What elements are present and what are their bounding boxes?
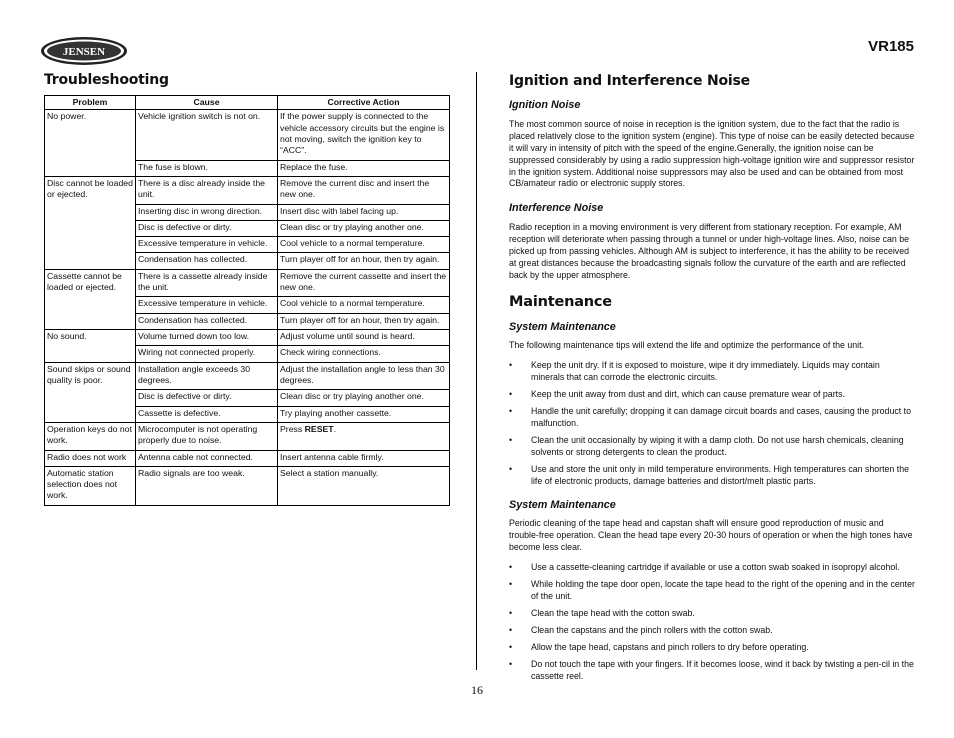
list-item-text: Clean the unit occasionally by wiping it with a damp cloth. Do not use harsh chemicals, cleaning solvents or strong detergents to clean the product. (531, 434, 904, 457)
list-item (509, 389, 915, 401)
tape-cleaning-list (509, 562, 915, 683)
cause-cell: Cassette is defective. (136, 406, 278, 422)
table-row (45, 269, 450, 297)
action-cell: Press RESET. (278, 422, 450, 450)
list-item (509, 464, 915, 488)
problem-cell: Disc cannot be loaded or ejected. (45, 176, 136, 269)
list-item (509, 562, 915, 574)
list-item (509, 625, 915, 637)
bullet-icon: • (509, 562, 513, 573)
action-cell: Try playing another cassette. (278, 406, 450, 422)
cause-cell: The fuse is blown. (136, 160, 278, 176)
list-item-text: Clean the capstans and the pinch rollers with the cotton swab. (531, 625, 773, 636)
action-cell: Select a station manually. (278, 466, 450, 505)
table-row (45, 422, 450, 450)
column-header: Cause (136, 96, 278, 110)
problem-cell: Automatic station selection does not work. (45, 466, 136, 505)
logo-text: JENSEN (62, 46, 106, 58)
table-row (45, 176, 450, 204)
problem-cell: No sound. (45, 330, 136, 363)
bullet-icon: • (509, 434, 513, 445)
table-row (45, 450, 450, 466)
list-item (509, 642, 915, 654)
cause-cell: Inserting disc in wrong direction. (136, 204, 278, 220)
system-maintenance-intro: The following maintenance tips will extend the life and optimize the performance of the unit. (509, 340, 865, 351)
list-item-text: Use and store the unit only in mild temperature environments. High temperatures can shorten the life of electronic products, damage batteries and distort/melt plastic parts. (531, 463, 909, 486)
maintenance-tips-list (509, 360, 915, 488)
column-header: Corrective Action (278, 96, 450, 110)
action-cell: Insert antenna cable firmly. (278, 450, 450, 466)
action-cell: Insert disc with label facing up. (278, 204, 450, 220)
list-item (509, 406, 915, 430)
cause-cell: Excessive temperature in vehicle. (136, 237, 278, 253)
jensen-logo (40, 36, 128, 66)
action-cell: Check wiring connections. (278, 346, 450, 362)
action-cell: Remove the current disc and insert the new one. (278, 176, 450, 204)
problem-cell: Radio does not work (45, 450, 136, 466)
reset-key-label: RESET (304, 423, 334, 434)
table-header-row (45, 96, 450, 110)
list-item (509, 579, 915, 603)
action-cell: Turn player off for an hour, then try again. (278, 313, 450, 329)
column-divider (476, 72, 477, 670)
problem-cell: Operation keys do not work. (45, 422, 136, 450)
cause-cell: Disc is defective or dirty. (136, 390, 278, 406)
interference-noise-heading: Interference Noise (509, 202, 604, 215)
action-cell: If the power supply is connected to the vehicle accessory circuits but the engine is not moving, switch the ignition key to “ACC”. (278, 110, 450, 160)
bullet-icon: • (509, 389, 513, 400)
cause-cell: Excessive temperature in vehicle. (136, 297, 278, 313)
troubleshooting-section (44, 72, 449, 506)
table-row (45, 110, 450, 160)
action-cell: Adjust the installation angle to less than 30 degrees. (278, 362, 450, 390)
action-cell: Replace the fuse. (278, 160, 450, 176)
table-row (45, 362, 450, 390)
list-item (509, 435, 915, 459)
list-item-text: Do not touch the tape with your fingers. If it becomes loose, wind it back by twisting a pen-cil in the cassette reel. (531, 659, 914, 681)
list-item-text: Keep the unit dry. If it is exposed to moisture, wipe it dry immediately. Liquids may contain minerals that can corrode the electronic circuits. (531, 360, 880, 383)
bullet-icon: • (509, 642, 513, 653)
cause-cell: There is a cassette already inside the unit. (136, 269, 278, 297)
action-cell: Clean disc or try playing another one. (278, 390, 450, 406)
action-cell: Adjust volume until sound is heard. (278, 330, 450, 346)
problem-cell: Sound skips or sound quality is poor. (45, 362, 136, 422)
cause-cell: Installation angle exceeds 30 degrees. (136, 362, 278, 390)
action-cell: Clean disc or try playing another one. (278, 220, 450, 236)
troubleshooting-table (44, 95, 450, 506)
ignition-title: Ignition and Interference Noise (509, 73, 750, 89)
problem-cell: No power. (45, 110, 136, 177)
tape-maintenance-intro: Periodic cleaning of the tape head and capstan shaft will ensure good reproduction of music and trouble-free operation. Clean the head tape every 20-30 hours of operation or when the high tones have become less clear. (509, 518, 913, 553)
page-number: 16 (471, 683, 483, 697)
cause-cell: Wiring not connected properly. (136, 346, 278, 362)
bullet-icon: • (509, 608, 513, 619)
bullet-icon: • (509, 625, 513, 636)
cause-cell: Radio signals are too weak. (136, 466, 278, 505)
bullet-icon: • (509, 406, 513, 417)
action-cell: Cool vehicle to a normal temperature. (278, 297, 450, 313)
interference-noise-text: Radio reception in a moving environment is very different from stationary reception. For example, AM reception will deteriorate when passing through a tunnel or under high-voltage lines. Also, noise can be picked up from passing vehicles. Although AM is subject to interference, it has the ability to be received at great distances because the broadcasting signals follow the curvature of the earth and are reflected back by the upper atmosphere. (509, 222, 910, 280)
column-header: Problem (45, 96, 136, 110)
system-maintenance-heading: System Maintenance (509, 320, 616, 333)
ignition-noise-heading: Ignition Noise (509, 99, 581, 112)
bullet-icon: • (509, 463, 513, 474)
table-row (45, 330, 450, 346)
tape-maintenance-heading: System Maintenance (509, 498, 616, 511)
list-item-text: While holding the tape door open, locate the tape head to the right of the opening and in the center of the unit. (531, 579, 915, 602)
cause-cell: Antenna cable not connected. (136, 450, 278, 466)
action-cell: Remove the current cassette and insert the new one. (278, 269, 450, 297)
cause-cell: Condensation has collected. (136, 253, 278, 269)
list-item-text: Handle the unit carefully; dropping it can damage circuit boards and cases, causing the product to malfunction. (531, 406, 911, 429)
list-item-text: Allow the tape head, capstans and pinch rollers to dry before operating. (531, 642, 809, 653)
action-cell: Turn player off for an hour, then try again. (278, 253, 450, 269)
table-row (45, 466, 450, 505)
cause-cell: Condensation has collected. (136, 313, 278, 329)
list-item (509, 659, 915, 683)
list-item (509, 360, 915, 384)
bullet-icon: • (509, 360, 513, 371)
maintenance-title: Maintenance (509, 293, 612, 310)
model-number: VR185 (868, 38, 914, 55)
ignition-noise-text: The most common source of noise in reception is the ignition system, due to the fact that the radio is placed relatively close to the ignition system (engine). This type of noise can be easily detected because it will vary in intensity of pitch with the speed of the engine.Generally, the ignition noise can be suppressed considerably by using a radio suppression high-voltage ignition wire and suppressor resistor in the ignition system. Additional noise suppressors may also be used and can be obtained from most CB/amateur radio or electronic supply stores. (509, 118, 915, 189)
bullet-icon: • (509, 659, 513, 670)
bullet-icon: • (509, 579, 513, 590)
list-item-text: Use a cassette-cleaning cartridge if available or use a cotton swab soaked in isopropyl alcohol. (531, 562, 900, 573)
list-item (509, 608, 915, 620)
cause-cell: There is a disc already inside the unit. (136, 176, 278, 204)
action-cell: Cool vehicle to a normal temperature. (278, 237, 450, 253)
cause-cell: Microcomputer is not operating properly due to noise. (136, 422, 278, 450)
list-item-text: Clean the tape head with the cotton swab. (531, 608, 695, 619)
cause-cell: Volume turned down too low. (136, 330, 278, 346)
cause-cell: Vehicle ignition switch is not on. (136, 110, 278, 160)
cause-cell: Disc is defective or dirty. (136, 220, 278, 236)
list-item-text: Keep the unit away from dust and dirt, which can cause premature wear of parts. (531, 389, 845, 400)
troubleshooting-title: Troubleshooting (44, 72, 169, 88)
problem-cell: Cassette cannot be loaded or ejected. (45, 269, 136, 329)
right-column (509, 72, 915, 693)
